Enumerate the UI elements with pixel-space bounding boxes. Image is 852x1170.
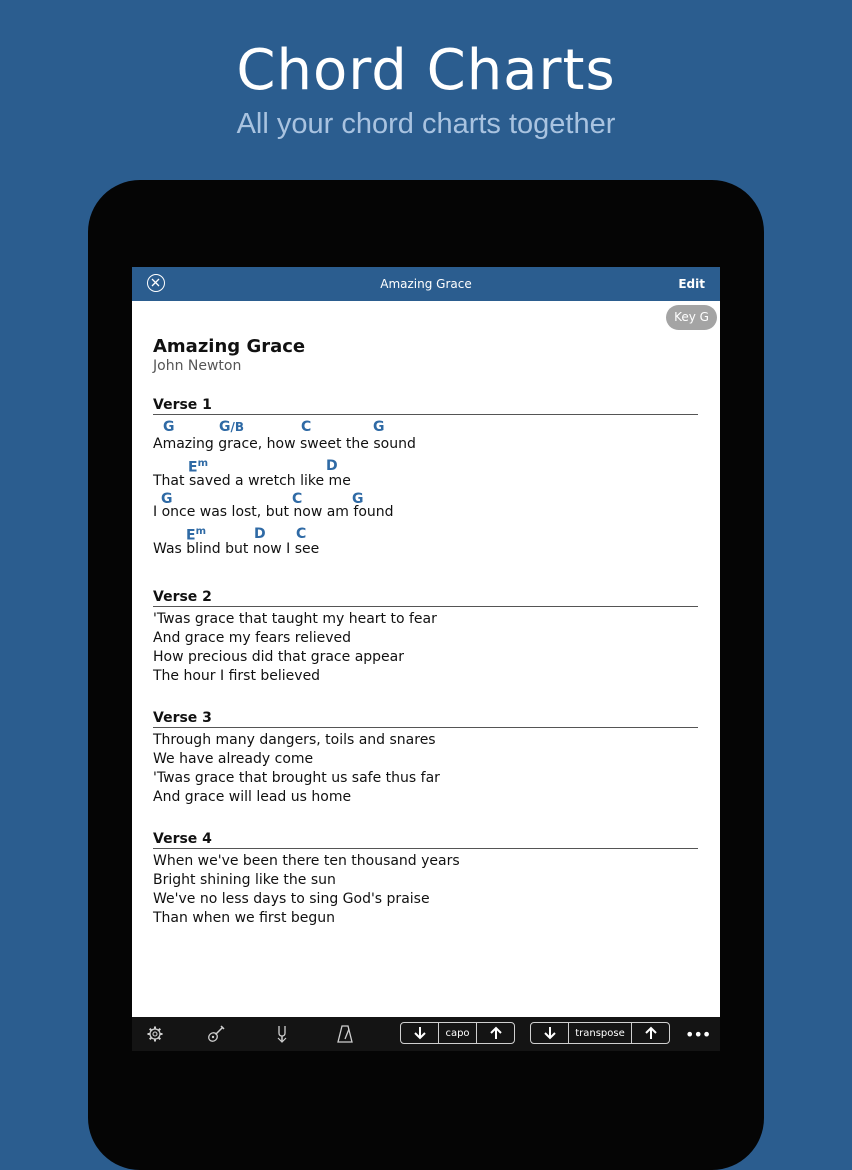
section-verse-4 xyxy=(153,830,698,928)
section-heading: Verse 2 xyxy=(153,588,698,607)
chord[interactable]: D xyxy=(326,458,338,474)
capo-down-button[interactable] xyxy=(401,1023,438,1043)
chord[interactable]: G xyxy=(161,491,173,507)
chord-line xyxy=(153,454,698,474)
chord[interactable]: G xyxy=(373,419,385,435)
lyric-line: Bright shining like the sun xyxy=(153,872,336,888)
app-screen xyxy=(132,267,720,1051)
bottom-toolbar xyxy=(132,1017,720,1051)
chord-line xyxy=(153,522,698,542)
chord[interactable]: C xyxy=(292,491,303,507)
lyric-line: Amazing grace, how sweet the sound xyxy=(153,436,416,452)
lyric-line: 'Twas grace that brought us safe thus far xyxy=(153,770,440,786)
more-options-icon[interactable]: ••• xyxy=(685,1025,711,1044)
lyric-line: 'Twas grace that taught my heart to fear xyxy=(153,611,437,627)
chord-line xyxy=(153,415,698,435)
section-heading: Verse 3 xyxy=(153,709,698,728)
transpose-up-button[interactable] xyxy=(632,1023,669,1043)
capo-label: capo xyxy=(438,1023,477,1043)
chord[interactable]: $E^m$ xyxy=(186,526,206,544)
hero-title: Chord Charts xyxy=(236,38,616,103)
capo-control xyxy=(400,1022,515,1044)
lyric-line: How precious did that grace appear xyxy=(153,649,404,665)
chord[interactable]: G xyxy=(352,491,364,507)
section-heading: Verse 1 xyxy=(153,396,698,415)
lyric-line: We've no less days to sing God's praise xyxy=(153,891,430,907)
lyric-line: Was blind but now I see xyxy=(153,541,320,557)
nav-title: Amazing Grace xyxy=(380,277,472,291)
section-verse-1 xyxy=(153,396,698,559)
chord[interactable]: G/B xyxy=(219,419,245,435)
chord[interactable]: C xyxy=(296,526,307,542)
section-verse-2 xyxy=(153,588,698,686)
chord[interactable]: D xyxy=(254,526,266,542)
transpose-control xyxy=(530,1022,670,1044)
lyric-line: And grace will lead us home xyxy=(153,789,352,805)
metronome-icon[interactable] xyxy=(335,1024,355,1044)
edit-button[interactable]: Edit xyxy=(678,277,705,291)
lyric-line: Through many dangers, toils and snares xyxy=(153,732,436,748)
capo-up-button[interactable] xyxy=(477,1023,514,1043)
song-author: John Newton xyxy=(153,358,242,374)
chord[interactable]: C xyxy=(301,419,312,435)
hero-subtitle: All your chord charts together xyxy=(236,108,616,140)
tuning-fork-icon[interactable] xyxy=(272,1024,292,1044)
transpose-label: transpose xyxy=(568,1023,632,1043)
section-verse-3 xyxy=(153,709,698,807)
gear-icon[interactable] xyxy=(145,1024,165,1044)
lyric-line: When we've been there ten thousand years xyxy=(153,853,460,869)
lyric-line: We have already come xyxy=(153,751,314,767)
nav-bar xyxy=(132,267,720,301)
key-badge[interactable]: Key G xyxy=(666,305,717,330)
guitar-icon[interactable] xyxy=(206,1024,226,1044)
song-title: Amazing Grace xyxy=(153,336,306,357)
lyric-line: The hour I first believed xyxy=(153,668,321,684)
lyric-line: And grace my fears relieved xyxy=(153,630,352,646)
lyric-line: I once was lost, but now am found xyxy=(153,504,394,520)
chord[interactable]: $E^m$ xyxy=(188,458,208,476)
chord[interactable]: G xyxy=(163,419,175,435)
lyric-line: That saved a wretch like me xyxy=(153,473,351,489)
lyric-line: Than when we first begun xyxy=(153,910,336,926)
section-heading: Verse 4 xyxy=(153,830,698,849)
transpose-down-button[interactable] xyxy=(531,1023,568,1043)
